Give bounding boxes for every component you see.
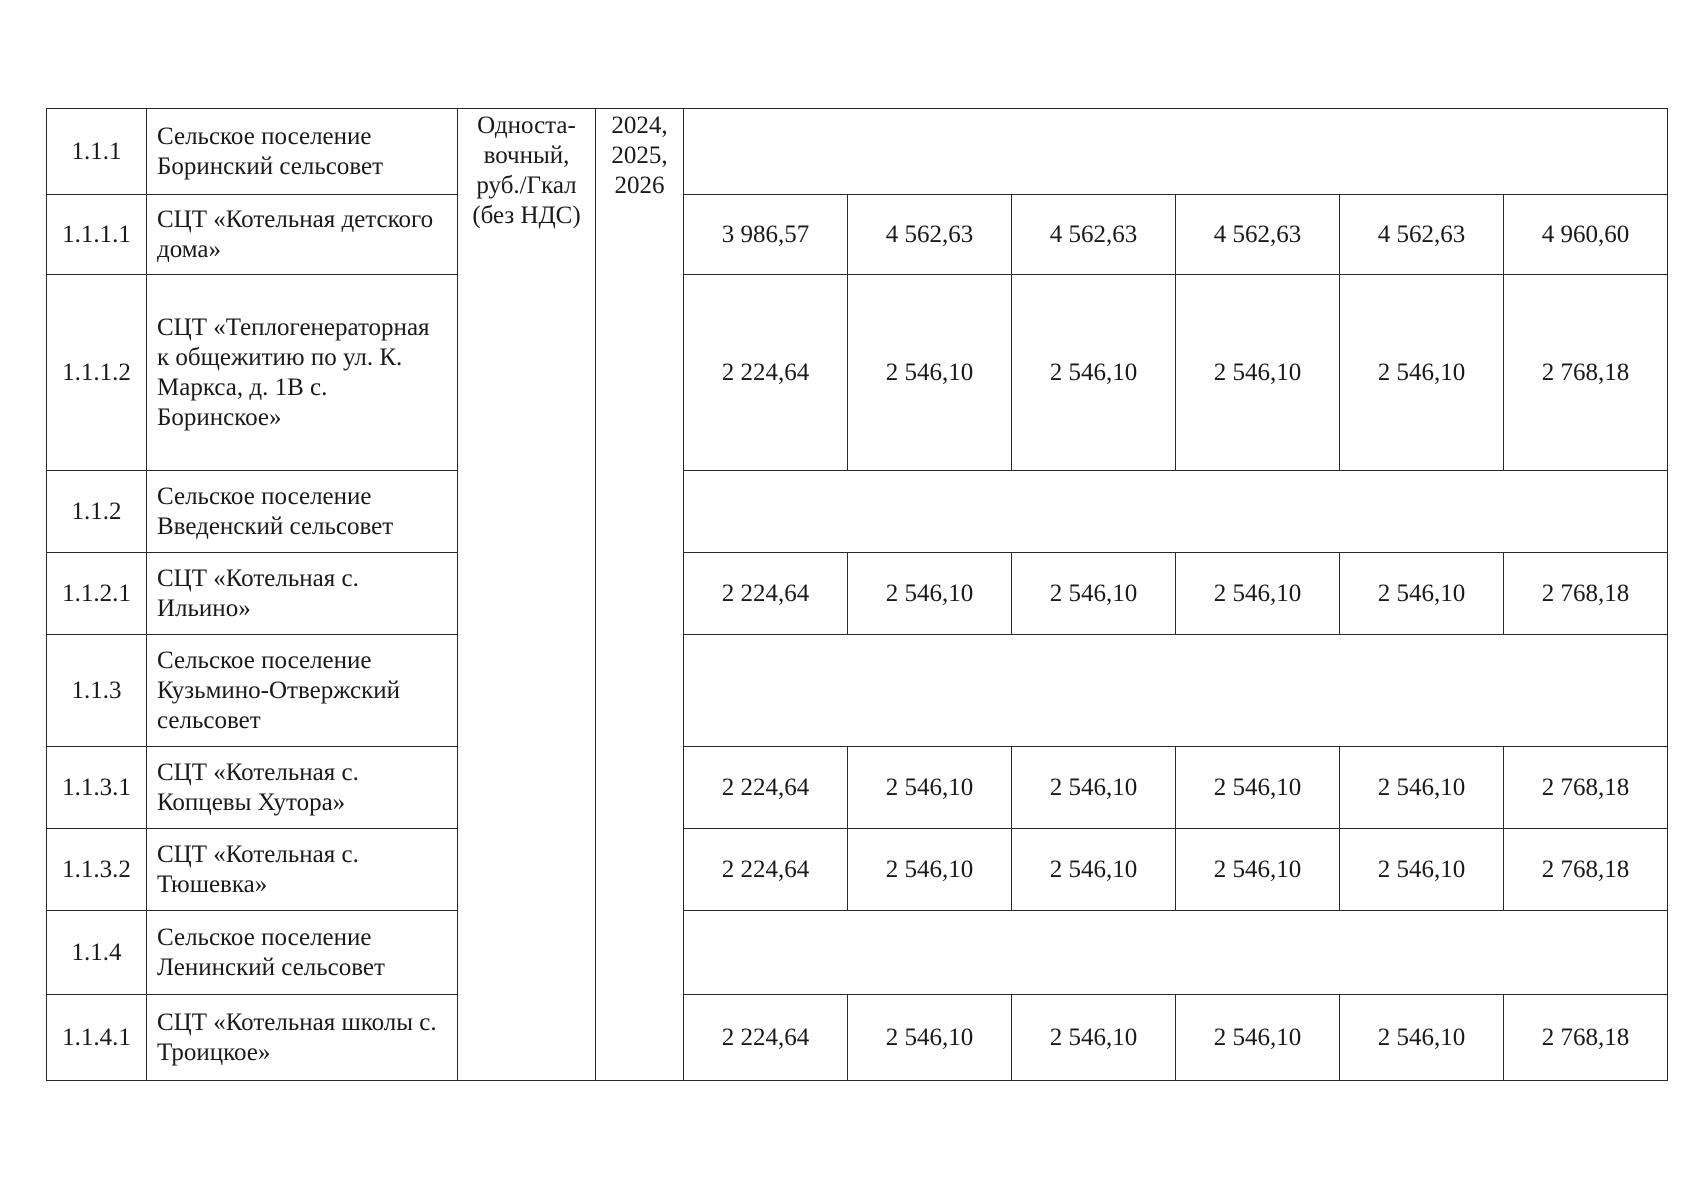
- tariff-value-cell: 4 562,63: [848, 195, 1012, 275]
- tariff-value-cell: 2 546,10: [1340, 553, 1504, 635]
- tariff-value-cell: 2 546,10: [1340, 829, 1504, 911]
- tariff-value-cell: 4 562,63: [1176, 195, 1340, 275]
- table-row: [47, 195, 1668, 275]
- empty-value-span: [684, 911, 1668, 995]
- tariff-value-cell: 2 546,10: [1340, 995, 1504, 1081]
- tariff-value-cell: 2 546,10: [848, 829, 1012, 911]
- row-name: СЦТ «Теплогенераторная к общежитию по ул. К. Маркса, д. 1В с. Боринское»: [147, 275, 458, 471]
- tariff-unit-cell: [458, 109, 596, 1081]
- row-number: 1.1.3.2: [47, 829, 147, 911]
- row-name: Сельское поселение Боринский сельсовет: [147, 109, 458, 195]
- tariff-value-cell: 2 546,10: [1012, 747, 1176, 829]
- tariff-unit-label: Односта- вочный, руб./Гкал (без НДС): [472, 112, 581, 229]
- row-number: 1.1.2.1: [47, 553, 147, 635]
- tariff-value-cell: 2 546,10: [1176, 553, 1340, 635]
- tariff-value-cell: 2 546,10: [848, 553, 1012, 635]
- row-name: СЦТ «Котельная детского дома»: [147, 195, 458, 275]
- table-row: [47, 553, 1668, 635]
- row-name: Сельское поселение Введенский сельсовет: [147, 471, 458, 553]
- empty-value-span: [684, 109, 1668, 195]
- tariff-value-cell: 3 986,57: [684, 195, 848, 275]
- tariff-value-cell: 2 768,18: [1504, 553, 1668, 635]
- table-row: [47, 471, 1668, 553]
- row-name: СЦТ «Котельная школы с. Троицкое»: [147, 995, 458, 1081]
- row-name: СЦТ «Котельная с. Копцевы Хутора»: [147, 747, 458, 829]
- row-number: 1.1.2: [47, 471, 147, 553]
- table-row: [47, 109, 1668, 195]
- row-number: 1.1.4.1: [47, 995, 147, 1081]
- row-number: 1.1.3.1: [47, 747, 147, 829]
- row-name: Сельское поселение Кузьмино-Отвержский сельсовет: [147, 635, 458, 747]
- tariff-value-cell: 2 224,64: [684, 275, 848, 471]
- row-name: Сельское поселение Ленинский сельсовет: [147, 911, 458, 995]
- tariff-value-cell: 4 562,63: [1340, 195, 1504, 275]
- tariff-value-cell: 2 546,10: [1012, 275, 1176, 471]
- tariff-value-cell: 2 546,10: [1340, 275, 1504, 471]
- tariff-value-cell: 2 546,10: [848, 275, 1012, 471]
- row-number: 1.1.1.1: [47, 195, 147, 275]
- tariff-value-cell: 2 546,10: [1012, 829, 1176, 911]
- tariff-years-label: 2024, 2025, 2026: [611, 112, 668, 199]
- table-row: [47, 829, 1668, 911]
- row-number: 1.1.1: [47, 109, 147, 195]
- tariff-value-cell: 4 562,63: [1012, 195, 1176, 275]
- table-row: [47, 995, 1668, 1081]
- table-row: [47, 635, 1668, 747]
- tariff-value-cell: 2 224,64: [684, 747, 848, 829]
- tariff-value-cell: 2 768,18: [1504, 995, 1668, 1081]
- row-number: 1.1.4: [47, 911, 147, 995]
- row-number: 1.1.1.2: [47, 275, 147, 471]
- tariff-value-cell: 2 768,18: [1504, 829, 1668, 911]
- table-row: [47, 747, 1668, 829]
- tariff-value-cell: 2 768,18: [1504, 275, 1668, 471]
- tariff-table: [46, 108, 1668, 1081]
- tariff-value-cell: 2 546,10: [1176, 995, 1340, 1081]
- tariff-value-cell: 2 546,10: [848, 995, 1012, 1081]
- tariff-value-cell: 2 546,10: [848, 747, 1012, 829]
- row-name: СЦТ «Котельная с. Ильино»: [147, 553, 458, 635]
- table-row: [47, 911, 1668, 995]
- tariff-years-cell: [596, 109, 684, 1081]
- table-body: [47, 109, 1668, 1081]
- tariff-value-cell: 4 960,60: [1504, 195, 1668, 275]
- tariff-value-cell: 2 546,10: [1012, 553, 1176, 635]
- tariff-value-cell: 2 546,10: [1176, 275, 1340, 471]
- empty-value-span: [684, 635, 1668, 747]
- row-name: СЦТ «Котельная с. Тюшевка»: [147, 829, 458, 911]
- empty-value-span: [684, 471, 1668, 553]
- tariff-value-cell: 2 546,10: [1340, 747, 1504, 829]
- tariff-value-cell: 2 224,64: [684, 553, 848, 635]
- tariff-value-cell: 2 546,10: [1176, 747, 1340, 829]
- tariff-value-cell: 2 224,64: [684, 829, 848, 911]
- tariff-value-cell: 2 546,10: [1176, 829, 1340, 911]
- tariff-value-cell: 2 768,18: [1504, 747, 1668, 829]
- tariff-value-cell: 2 546,10: [1012, 995, 1176, 1081]
- table-row: [47, 275, 1668, 471]
- tariff-value-cell: 2 224,64: [684, 995, 848, 1081]
- row-number: 1.1.3: [47, 635, 147, 747]
